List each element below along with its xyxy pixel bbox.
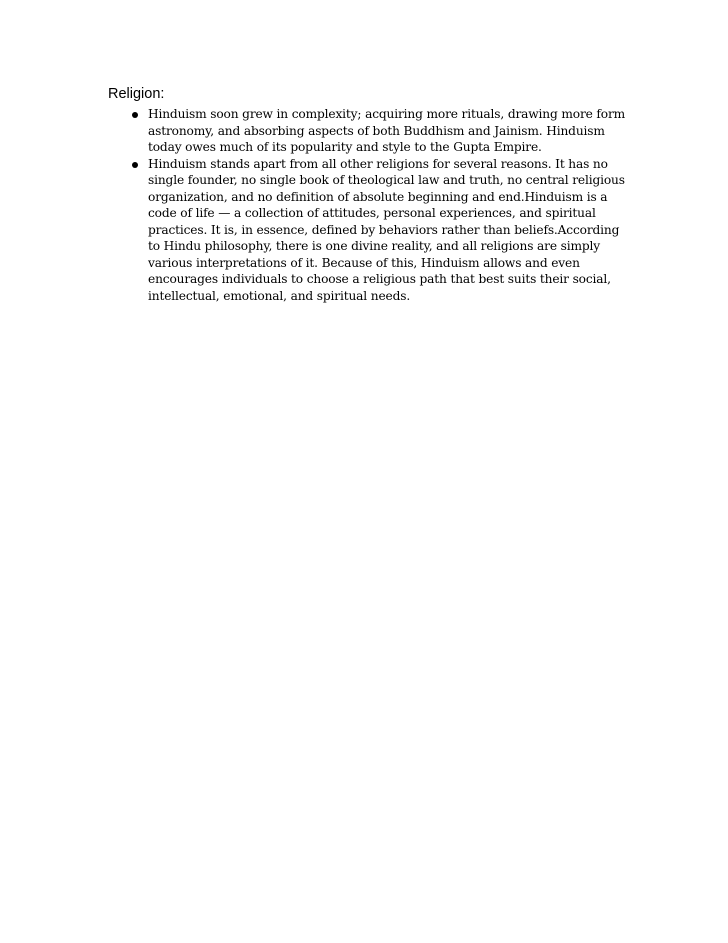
- bullet-icon: [132, 112, 138, 118]
- section-heading: Religion:: [108, 86, 165, 102]
- list-item-text: Hinduism soon grew in complexity; acquiring more rituals, drawing more form astronomy, and absorbing aspects of both Buddhism and Jainism. Hinduism today owes much of its popularity and style to the Gupta Empire.: [148, 107, 626, 154]
- list-item-text: Hinduism stands apart from all other religions for several reasons. It has no single founder, no single book of theological law and truth, no central religious organization, and no definition of absolute beginning and end.Hinduism is a code of life — a collection of attitudes, personal experiences, and spiritual practices. It is, in essence, defined by behaviors rather than beliefs.According to Hindu philosophy, there is one divine reality, and all religions are simply various interpretations of it. Because of this, Hinduism allows and even encourages individuals to choose a religious path that best suits their social, intellectual, emotional, and spiritual needs.: [148, 156, 625, 303]
- list-item: [108, 106, 628, 156]
- list-item: [108, 156, 628, 305]
- bullet-icon: [132, 162, 138, 168]
- bullet-list: [108, 106, 628, 304]
